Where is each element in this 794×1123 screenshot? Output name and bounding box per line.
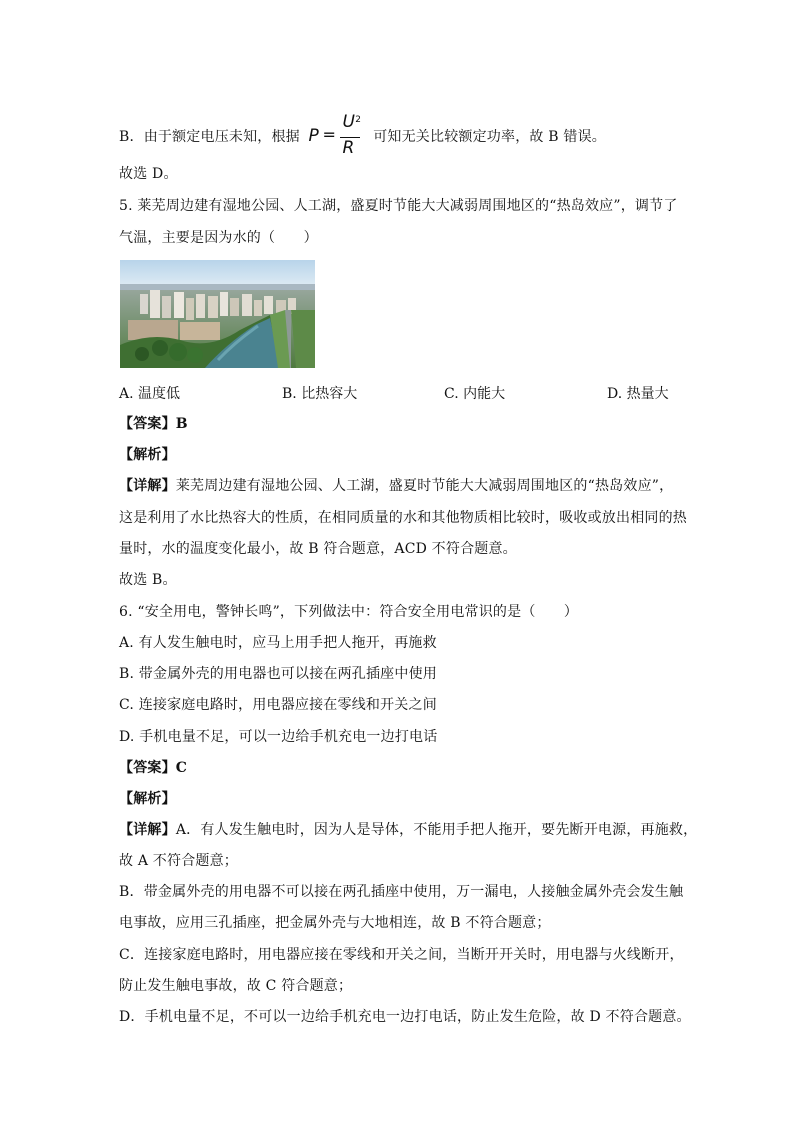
formula-equals: =: [322, 125, 337, 144]
text-fragment: 可知无关比较额定功率，故 B 错误。: [373, 129, 606, 145]
q6-option-c: C. 连接家庭电路时，用电器应接在零线和开关之间: [119, 697, 437, 713]
detail-5-line-3: 量时，水的温度变化最小，故 B 符合题意，ACD 不符合题意。: [119, 541, 517, 557]
detail-6-c-line-2: 防止发生触电事故，故 C 符合题意；: [119, 978, 353, 994]
detail-5-line-1: [119, 477, 673, 495]
question-6: 6. “安全用电，警钟长鸣”，下列做法中：符合安全用电常识的是（ ）: [119, 604, 579, 620]
detail-tag: 【详解】: [119, 478, 176, 494]
detail-6-c-line-1: C．连接家庭电路时，用电器应接在零线和开关之间，当断开开关时，用电器与火线断开，: [119, 947, 684, 963]
option-b-explanation: [119, 112, 606, 158]
select-b: 故选 B。: [119, 572, 177, 588]
power-formula: [307, 112, 367, 158]
text-fragment: A．有人发生触电时，因为人是导体，不能用手把人拖开，要先断开电源，再施救，: [175, 822, 698, 838]
detail-6-a-line-1: [119, 821, 697, 839]
analysis-5-heading: 【解析】: [119, 447, 176, 463]
formula-resistance-symbol: R: [342, 138, 355, 158]
q5-option-b: B. 比热容大: [282, 386, 358, 402]
question-5-line-2: 气温，主要是因为水的（ ）: [119, 230, 318, 246]
q6-option-a: A. 有人发生触电时，应马上用手把人拖开，再施救: [119, 635, 437, 651]
detail-6-b-line-2: 电事故，应用三孔插座，把金属外壳与大地相连，故 B 不符合题意；: [119, 915, 551, 931]
detail-6-a-line-2: 故 A 不符合题意；: [119, 853, 239, 869]
answer-6: 【答案】C: [119, 760, 188, 776]
detail-5-line-2: 这是利用了水比热容大的性质，在相同质量的水和其他物质相比较时，吸收或放出相同的热: [119, 510, 687, 526]
formula-voltage-symbol: U: [342, 112, 356, 132]
wetland-city-photo: [120, 260, 315, 368]
q5-option-a: A. 温度低: [119, 386, 181, 402]
text-fragment: B．由于额定电压未知，根据: [119, 129, 300, 145]
formula-exponent: 2: [355, 115, 362, 125]
detail-6-d-line-1: D．手机电量不足，不可以一边给手机充电一边打电话，防止发生危险，故 D 不符合题意。: [119, 1009, 691, 1025]
q5-option-c: C. 内能大: [444, 386, 506, 402]
text-fragment: 莱芜周边建有湿地公园、人工湖，盛夏时节能大大减弱周围地区的“热岛效应”，: [175, 478, 674, 494]
q5-option-d: D. 热量大: [607, 386, 669, 402]
formula-numerator: [343, 113, 362, 131]
detail-tag: 【详解】: [119, 822, 176, 838]
q6-option-d: D. 手机电量不足，可以一边给手机充电一边打电话: [119, 729, 438, 745]
formula-power-symbol: P: [308, 126, 319, 146]
answer-5: 【答案】B: [119, 416, 188, 432]
select-d: 故选 D。: [119, 166, 178, 182]
detail-6-b-line-1: B．带金属外壳的用电器不可以接在两孔插座中使用，万一漏电，人接触金属外壳会发生触: [119, 884, 684, 900]
analysis-6-heading: 【解析】: [119, 791, 176, 807]
question-5-line-1: 5. 莱芜周边建有湿地公园、人工湖，盛夏时节能大大减弱周围地区的“热岛效应”，调节了: [119, 198, 678, 214]
q6-option-b: B. 带金属外壳的用电器也可以接在两孔插座中使用: [119, 666, 437, 682]
